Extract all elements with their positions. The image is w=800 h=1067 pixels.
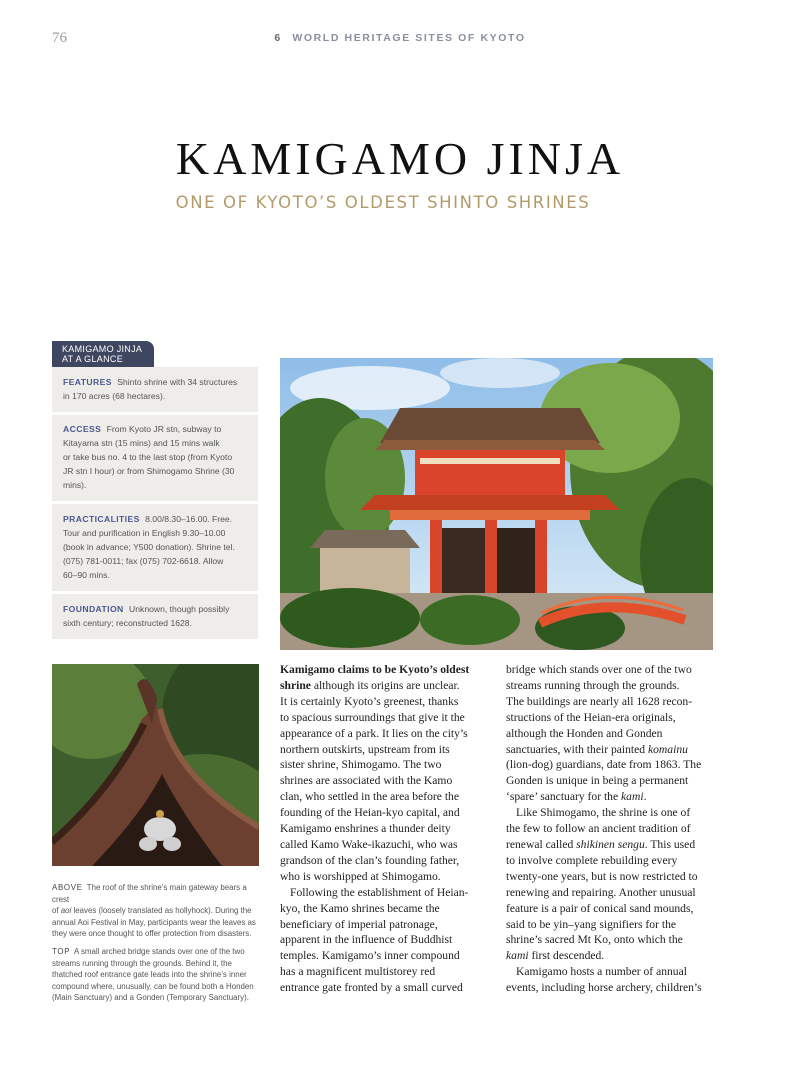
body-text: ‘spare’ sanctuary for the (506, 790, 622, 804)
body-line: entrance gate fronted by a small curved (280, 981, 463, 995)
body-line: beneficiary of imperial patronage, (280, 917, 438, 931)
roof-detail-photo (52, 664, 259, 866)
body-emphasis: shikinen sengu (576, 837, 645, 851)
body-line (280, 678, 490, 694)
caption-text: of (52, 906, 61, 916)
body-line: has a magnificent multistorey red (280, 965, 436, 979)
body-column-1 (280, 662, 490, 996)
body-text: . (643, 790, 647, 804)
body-line: who is worshipped at Shimogamo. (280, 869, 441, 883)
body-line: to spacious surroundings that give it the (280, 710, 465, 724)
article-subtitle: ONE OF KYOTO’S OLDEST SHINTO SHRINES (175, 193, 591, 212)
lead-in: shrine (280, 678, 311, 692)
glance-key: PRACTICALITIES (63, 514, 140, 524)
glance-key: FOUNDATION (63, 604, 124, 614)
body-text: first descended. (528, 949, 605, 963)
body-line: twenty-one years, but is now restricted to (506, 869, 698, 883)
body-line (506, 837, 718, 853)
body-line: sister shrine, Shimogamo. The two (280, 758, 442, 772)
photo-captions (52, 882, 260, 1010)
glance-key: ACCESS (63, 424, 102, 434)
glance-practicalities (52, 504, 258, 591)
body-line: Kamigamo hosts a number of annual (516, 965, 687, 979)
glance-features (52, 367, 258, 412)
glance-tab-line2: AT A GLANCE (62, 354, 123, 364)
glance-text: Shinto shrine with 34 structures (117, 377, 238, 387)
body-line: bridge which stands over one of the two (506, 663, 692, 676)
body-line: said to be yin–yang signifiers for the (506, 917, 677, 931)
glance-text: mins). (63, 480, 87, 490)
caption-text: compound where, unusually, can be found both a Honden (52, 981, 254, 991)
caption-above (52, 882, 260, 940)
body-column-2 (506, 662, 718, 996)
body-emphasis: komainu (647, 742, 688, 756)
body-line (506, 948, 718, 964)
glance-text: (075) 781-0011; fax (075) 702-6618. Allow (63, 556, 224, 566)
page-number: 76 (52, 30, 67, 46)
caption-text: thatched roof entrance gate leads into the shrine’s inner (52, 970, 247, 980)
glance-text: (book in advance; Y500 donation). Shrine tel. (63, 542, 235, 552)
body-line: shrine’s sacred Mt Ko, onto which the (506, 933, 683, 947)
body-text: although its origins are unclear. (310, 678, 460, 692)
body-line: founding of the Heian-kyo capital, and (280, 806, 460, 820)
caption-text: annual Aoi Festival in May, participants wear the leaves as (52, 917, 256, 927)
body-line: renewing and repairing. Another unusual (506, 885, 696, 899)
body-line (280, 662, 490, 678)
body-line: streams running through the grounds. (506, 678, 680, 692)
body-text: . This used (644, 837, 696, 851)
body-line: Like Shimogamo, the shrine is one of (516, 806, 691, 820)
caption-emphasis: aoi (60, 906, 72, 916)
glance-text: in 170 acres (68 hectares). (63, 391, 166, 401)
body-line (506, 742, 718, 758)
glance-text: From Kyoto JR stn, subway to (106, 424, 222, 434)
body-text: renewal called (506, 837, 577, 851)
body-emphasis: kami (506, 949, 529, 963)
lead-in: Kamigamo claims to be Kyoto’s oldest (280, 663, 470, 676)
caption-text: A small arched bridge stands over one of the two (73, 946, 245, 956)
body-line: The buildings are nearly all 1628 recon- (506, 694, 693, 708)
body-line: temples. Kamigamo’s inner compound (280, 949, 460, 963)
glance-box (52, 367, 258, 642)
running-head (0, 32, 800, 44)
body-line: appearance of a park. It lies on the city’s (280, 726, 468, 740)
body-line: It is certainly Kyoto’s greenest, thanks (280, 694, 459, 708)
glance-foundation (52, 594, 258, 639)
body-emphasis: kami (621, 790, 644, 804)
chapter-title: WORLD HERITAGE SITES OF KYOTO (292, 32, 526, 44)
glance-tab-line1: KAMIGAMO JINJA (62, 344, 143, 354)
glance-text: 8.00/8.30–16.00. Free. (145, 514, 233, 524)
body-line: apparent in the influence of Buddhist (280, 933, 453, 947)
caption-text: The roof of the shrine’s main gateway bears a crest (52, 883, 247, 904)
glance-access (52, 415, 258, 501)
caption-text: streams running through the grounds. Behind it, the (52, 958, 232, 968)
caption-text: they were once thought to offer protection from disasters. (52, 929, 252, 939)
glance-text: or take bus no. 4 to the last stop (from Kyoto (63, 452, 233, 462)
glance-tab (52, 341, 154, 367)
glance-text: 60–90 mins. (63, 570, 110, 580)
article-title: KAMIGAMO JINJA (175, 133, 625, 184)
chapter-number: 6 (274, 32, 282, 44)
caption-text: leaves (loosely translated as hollyhock). During the (71, 906, 252, 916)
body-line: to involve complete rebuilding every (506, 853, 678, 867)
body-line: Kamigamo enshrines a thunder deity (280, 822, 451, 836)
body-line (506, 789, 718, 805)
body-line: clan, who settled in the area before the (280, 790, 459, 804)
glance-text: Tour and purification in English 9.30–10.00 (63, 528, 226, 538)
caption-label: ABOVE (52, 883, 83, 892)
body-line: the few to follow an ancient tradition of (506, 822, 691, 836)
body-line: Gonden is unique in being a permanent (506, 774, 689, 788)
body-line: northern outskirts, upstream from its (280, 742, 450, 756)
body-line: events, including horse archery, children’s (506, 981, 702, 995)
glance-key: FEATURES (63, 377, 112, 387)
body-line: (lion-dog) guardians, date from 1863. The (506, 758, 702, 772)
body-line: grandson of the clan’s founding father, (280, 853, 460, 867)
body-line: structions of the Heian-era originals, (506, 710, 676, 724)
body-line: Following the establishment of Heian- (290, 885, 469, 899)
body-line: shrines are associated with the Kamo (280, 774, 453, 788)
body-line: called Kamo Wake-ikazuchi, who was (280, 837, 458, 851)
body-text: sanctuaries, with their painted (506, 742, 648, 756)
body-line: kyo, the Kamo shrines became the (280, 901, 440, 915)
glance-text: Unknown, though possibly (129, 604, 230, 614)
caption-top (52, 946, 260, 1004)
caption-text: (Main Sanctuary) and a Gonden (Temporary Sanctuary). (52, 993, 249, 1003)
caption-label: TOP (52, 946, 71, 956)
glance-text: sixth century; reconstructed 1628. (63, 618, 192, 628)
shrine-gate-photo (280, 358, 713, 650)
glance-text: JR stn I hour) or from Shimogamo Shrine (30 (63, 466, 235, 476)
glance-text: Kitayama stn (15 mins) and 15 mins walk (63, 438, 220, 448)
body-line: feature is a pair of conical sand mounds, (506, 901, 694, 915)
body-line: although the Honden and Gonden (506, 726, 663, 740)
